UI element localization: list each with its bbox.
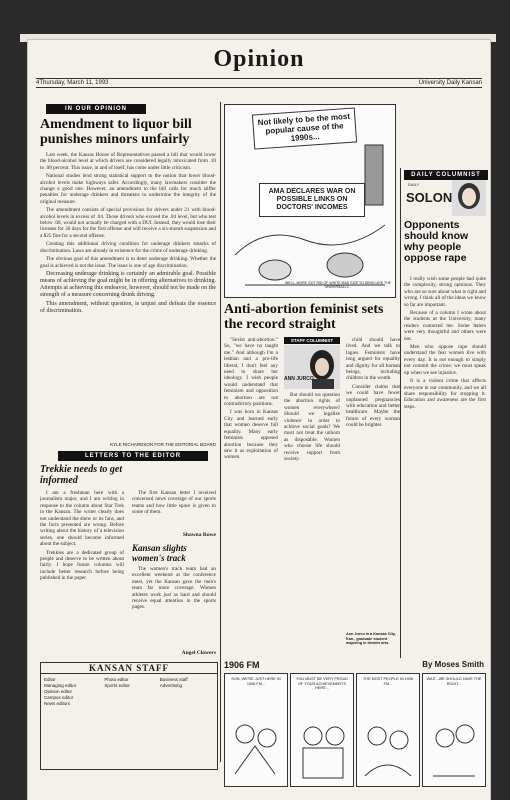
dateline: [36, 78, 482, 88]
paper-name: University Daily Kansan: [418, 80, 482, 86]
cartoon-bottom-text: WELL, MORE GOT RID OF WHITE MAD SIZE TO SEND LIKE THE UNIVERSALLY...: [285, 281, 391, 289]
staff-line: Managing editor: [44, 683, 77, 688]
columnist-photo: [284, 345, 340, 389]
date: Thursday, March 11, 1993: [39, 80, 109, 86]
editorial-headline: Amendment to liquor bill punishes minors unfairly: [40, 117, 192, 147]
editorial-paragraph: The obvious goal of this amendment is to deter underage drinking. Whether the goal is achieved is not the issue. The issue is one of age discrimination.: [40, 256, 216, 269]
column-divider: [400, 168, 401, 658]
staff-line: News editors: [44, 701, 71, 706]
comic-author: By Moses Smith: [422, 660, 484, 669]
feature-body-col1: "Sexist anti-abortion." So, "we have no taught me." And although I'm a lesbian and a pro-life liberal, I don't feel any need to share her ideology. I wish people would understand that feminism and opposition to abortion are not contradictory positions. I was born in Kansas City and learned early that women deserve full equality. Many early feminists opposed abortion because they saw it as exploitation of women.: [224, 337, 278, 461]
solon-label: DAILY: [408, 182, 420, 187]
letters-tag: LETTERS TO THE EDITOR: [58, 451, 208, 461]
comic-panel: [422, 673, 486, 787]
masthead: [28, 40, 490, 95]
comic-panel-text: THE MOST PEOPLE IN 1906 FM...: [362, 677, 414, 686]
staff-line: Business staff: [159, 677, 188, 682]
editorial-body: [40, 152, 216, 442]
staff-line: Sports editor: [104, 683, 130, 688]
staff-line: Photo editor: [104, 677, 129, 682]
letter-headline: Kansan slights women's track: [132, 543, 187, 563]
comic-panel-text: YOU MUST BE VERY PROUD OF YOUR ACHIEVEMENTS HERE...: [295, 677, 349, 691]
staff-title: KANSAN STAFF: [41, 663, 217, 674]
comic-strip: [224, 660, 484, 788]
editorial-cartoon: [224, 104, 396, 298]
staff-line: Campus editor: [44, 695, 74, 700]
editorial-paragraph: Creating this additional driving condition for underage drinkers smacks of discrimination. Laws are already in existence for the crime of underage drinking.: [40, 241, 216, 254]
columnist-name: ANN JURCO: [284, 376, 314, 382]
feature-body-col2: But should we question the abortion rights of women everywhere? Should we legalize violence in order to achieve social goals? We must not treat the unborn as disposable. Women who choose life should receive support from society.: [284, 392, 340, 463]
solon-nameplate: [404, 180, 488, 216]
cartoon-banner: AMA DECLARES WAR ON POSSIBLE LINKS ON DOCTORS' INCOMES: [259, 183, 365, 217]
editorial-paragraph: The amendment consists of special provisions for drivers under 21 with blood-alcohol levels in excess of .04. Those drivers who exceed the .04 level, but who test below .08, would not actually be charged with a DUI. Instead, they would lose their licenses for 30 days for the first offense and will receive a six-month suspension and a $25 fine for a second offense.: [40, 207, 216, 239]
letter-body: I am a freshman here with a journalism major, and I am writing in response to the column about Star Trek in the Kansan. The writer clearly does not understand the show or its fans, and the facts presented are wrong. Before writing about the history of a television series, one should become informed about the subject. Trekkies are a dedicated group of people and deserve to be written about fairly. I hope future columns will include better research before being published in the paper.: [40, 490, 124, 582]
newspaper-page: [28, 40, 490, 800]
feature-columnist-tag: STAFF COLUMNIST: [284, 337, 340, 344]
comic-panel: [356, 673, 420, 787]
solon-tag: DAILY COLUMNIST: [404, 170, 488, 180]
letter-signer: Angel Clowers: [181, 650, 216, 656]
page-number: 4: [36, 80, 40, 86]
letter-headline: Trekkie needs to get informed: [40, 464, 123, 486]
letter-body-3: The women's track team had an excellent weekend at the conference meet, yet the Kansan gave the men's team far more coverage. Women athletes work just as hard and should receive equal attention in the sports pages.: [132, 566, 216, 611]
section-title: Opinion: [213, 46, 305, 72]
comic-panel-text: WAIT...WE SHOULD HAVE THE RIGHT...: [426, 677, 482, 686]
editorial-tag: IN OUR OPINION: [46, 104, 146, 114]
comic-title: 1906 FM: [224, 660, 260, 670]
comic-panel: [224, 673, 288, 787]
editorial-paragraph: National studies lend strong statistical support to the notion that lower blood-alcohol levels make highways safer. Accordingly, many lawmakers consider the change a good one. However, an amendment to the bill calls for much stiffer penalties for underage drinkers and threatens to undermine the integrity of the original measure.: [40, 173, 216, 205]
solon-body: I really wish some people had quite the complexity, strong opinions. They who are so sure about what is right and wrong. I think all of the ideas we know so far are important. Because of a column I wrote about the students at the University, many readers contacted me. Some letters were very thoughtful and others were not. Men who oppose rape should understand the fear women live with every day. It is not enough to simply not commit the crime; we must speak up when we see injustice. It is a violent crime that affects everyone in our community, and we all share responsibility for stopping it. Education and awareness are the first steps.: [404, 276, 486, 410]
staff-box: [40, 662, 218, 770]
letter-signer: Shawna Rowe: [182, 532, 216, 538]
letter-body-2: The first Kansan letter I received concerned news coverage of our sports teams and how little space is given to some of them.: [132, 490, 216, 516]
column-divider: [220, 102, 221, 762]
feature-headline: Anti-abortion feminist sets the record straight: [224, 302, 384, 332]
solon-name: SOLON: [406, 190, 453, 205]
cartoon-caption: Not likely to be the most popular cause of the 1990s...: [252, 107, 357, 149]
staff-line: Opinion editor: [44, 689, 73, 694]
staff-line: Editor: [44, 677, 56, 682]
feature-body-col3: child should have lived. And we talk to lagies. Feminists have long argued for equality and dignity for all human beings, including children in the womb. Consider claims that we could have fewer unplanned pregnancies with education and better healthcare. Maybe the future of every woman could be brighter.: [346, 337, 400, 429]
editorial-paragraph: This amendment, without question, is unjust and defeats the essence of discrimination.: [40, 300, 216, 314]
editorial-paragraph: Last week, the Kansas House of Representatives passed a bill that would lower the blood-alcohol level at which drivers are considered legally intoxicated from .10 to .08 percent. This issue, in and of itself, has come under little criticism.: [40, 152, 216, 171]
feature-signoff: Ann Jurco is a Kansas City, Kan., graduate student majoring in theatre arts.: [346, 632, 396, 645]
editorial-signoff: KYLE RICHARDSON FOR THE EDITORIAL BOARD: [110, 442, 216, 447]
solon-photo: [452, 180, 486, 216]
comic-panel: [290, 673, 354, 787]
editorial-paragraph: Decreasing underage drinking is certainly an admirable goal. Possible means of achieving the goal might be in offering alternatives to drinking. Attempts at achieving this endeavor, however, should not be made on the strength of a measure concerning drunk driving.: [40, 270, 216, 298]
comic-panel-text: SON, WE'RE JUST HERE IN 1906 FM...: [231, 677, 281, 686]
solon-headline: Opponents should know why people oppose rape: [404, 219, 469, 264]
staff-line: Advertising: [159, 683, 182, 688]
